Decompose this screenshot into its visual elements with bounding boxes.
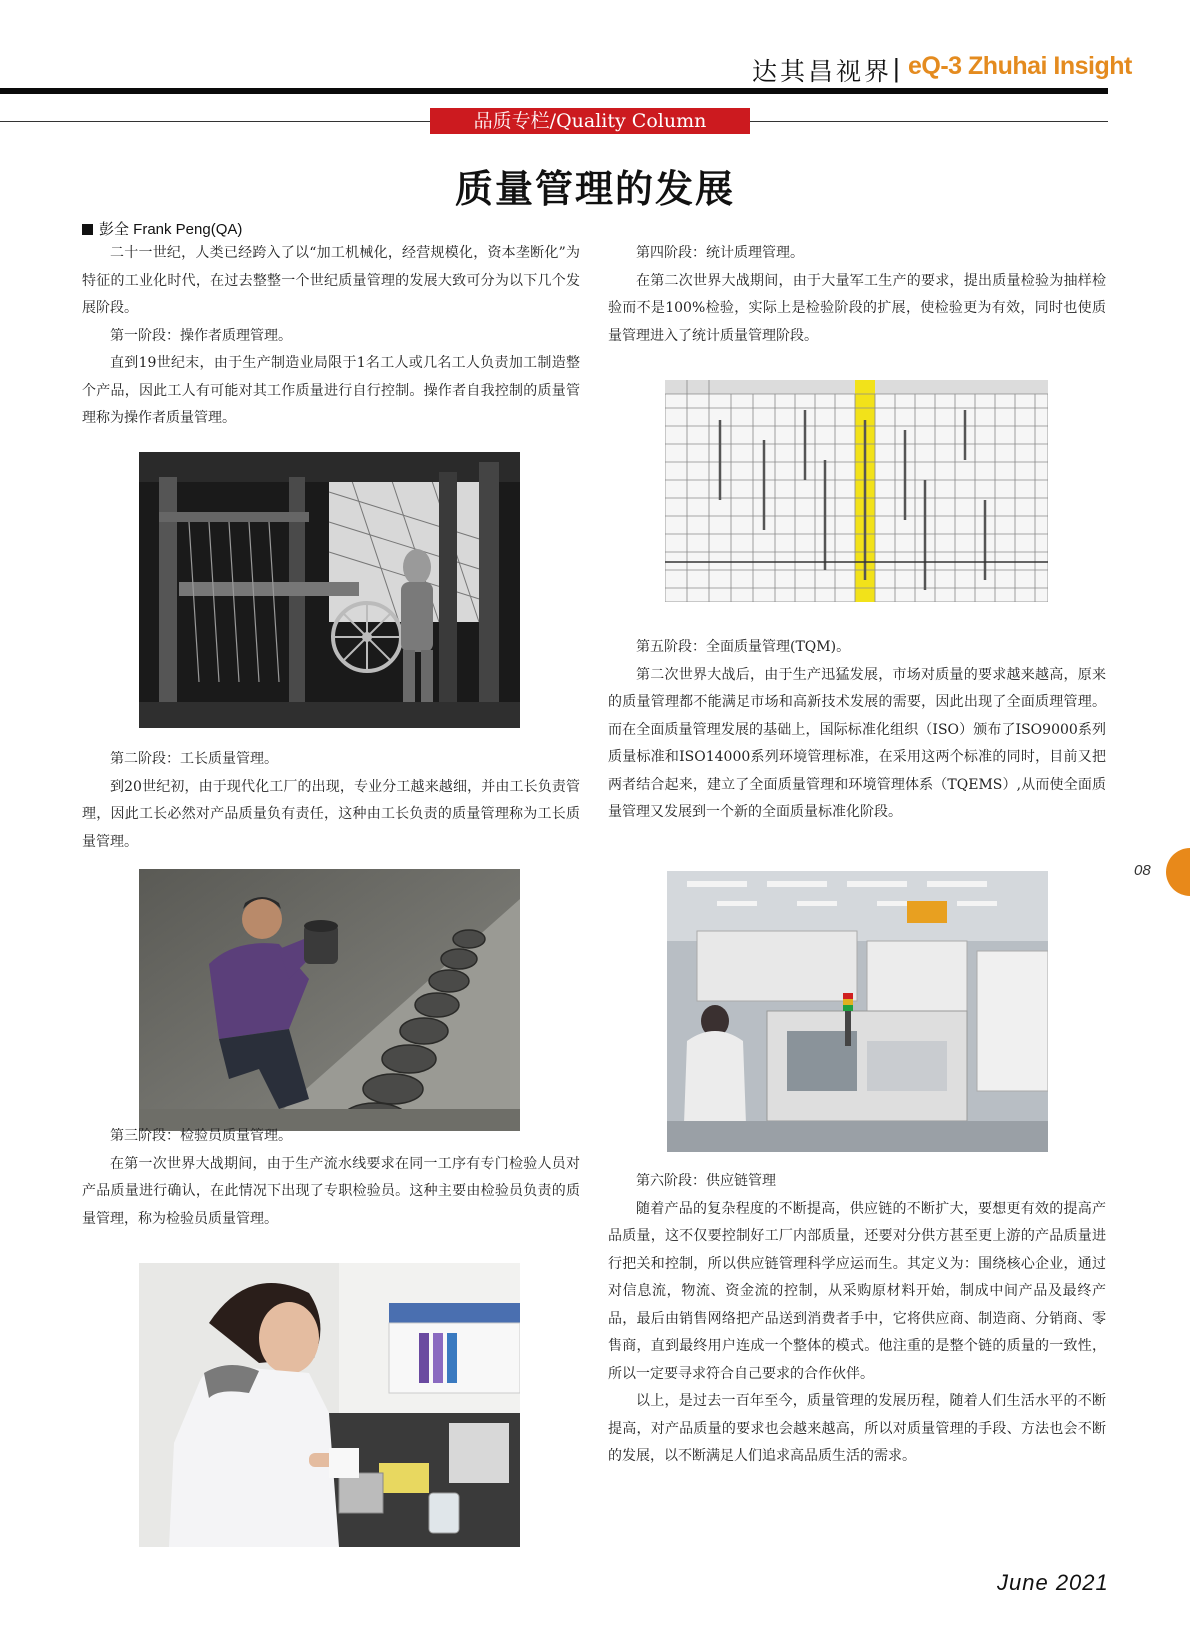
photo-inspector-lab	[139, 1263, 520, 1547]
paragraph: 第五阶段：全面质量管理(TQM)。	[636, 639, 851, 655]
page-number: 08	[1134, 862, 1151, 879]
paragraph: 到20世纪初，由于现代化工厂的出现，专业分工越来越细，并由工长负责管理，因此工长必然对产品质量负有责任，这种由工长负责的质量管理称为工长质量管理。	[82, 778, 580, 850]
photo-factory-floor	[667, 871, 1048, 1152]
magazine-title-cn: 达其昌视界	[752, 57, 893, 86]
paragraph: 第四阶段：统计质理管理。	[636, 245, 804, 261]
left-text-block-2	[82, 746, 580, 856]
photo-operator-loom	[139, 452, 520, 728]
magazine-title-en: eQ-3 Zhuhai Insight	[908, 52, 1132, 80]
issue-date: June 2021	[997, 1570, 1109, 1595]
right-text-block-3	[608, 1168, 1106, 1471]
bullet-square-icon	[82, 224, 93, 235]
paragraph: 第三阶段：检验员质量管理。	[110, 1128, 292, 1144]
paragraph: 第二阶段：工长质量管理。	[110, 751, 278, 767]
left-text-block-3	[82, 1123, 580, 1233]
header-separator: |	[893, 53, 900, 83]
left-text-block-1	[82, 240, 580, 433]
photo-statistics-table	[665, 380, 1048, 602]
photo-foreman-casting	[139, 869, 520, 1131]
right-text-block-2	[608, 634, 1106, 827]
paragraph: 第二次世界大战后，由于生产迅猛发展，市场对质量的要求越来越高，原来的质量管理都不能满足市场和高新技术发展的需要，因此出现了全面质理管理。而在全面质量管理发展的基础上，国际标准化组织（ISO）颁布了ISO9000系列质量标准和ISO14000系列环境管理标准，在采用这两个标准的同时，目前又把两者结合起来，建立了全面质量管理和环境管理体系（TQEMS）,从而使全面质量管理又发展到一个新的全面质量标准化阶段。	[608, 666, 1106, 820]
paragraph: 第一阶段：操作者质理管理。	[110, 327, 292, 344]
header-rule-thick	[0, 88, 1108, 94]
column-label: 品质专栏/Quality Column	[430, 108, 750, 134]
paragraph: 二十一世纪，人类已经跨入了以“加工机械化，经营规模化，资本垄断化”为特征的工业化时代，在过去整整一个世纪质量管理的发展大致可分为以下几个发展阶段。	[82, 245, 580, 316]
paragraph: 第六阶段：供应链管理	[636, 1173, 776, 1189]
author-name: 彭全 Frank Peng(QA)	[99, 221, 243, 238]
right-text-block-1	[608, 240, 1106, 350]
author-byline	[82, 218, 242, 239]
paragraph: 以上，是过去一百年至今，质量管理的发展历程，随着人们生活水平的不断提高，对产品质量的要求也会越来越高，所以对质量管理的手段、方法也会不断的发展，以不断满足人们追求高品质生活的需求。	[608, 1393, 1106, 1464]
page-tab-marker	[1166, 848, 1190, 896]
paragraph: 在第一次世界大战期间，由于生产流水线要求在同一工序有专门检验人员对产品质量进行确认，在此情况下出现了专职检验员。这种主要由检验员负责的质量管理，称为检验员质量管理。	[82, 1155, 580, 1227]
paragraph: 直到19世纪末，由于生产制造业局限于1名工人或几名工人负责加工制造整个产品，因此工人有可能对其工作质量进行自行控制。操作者自我控制的质量管理称为操作者质量管理。	[82, 355, 580, 426]
paragraph: 在第二次世界大战期间，由于大量军工生产的要求，提出质量检验为抽样检验而不是100%检验，实际上是检验阶段的扩展，使检验更为有效，同时也使质量管理进入了统计质量管理阶段。	[608, 272, 1106, 344]
paragraph: 随着产品的复杂程度的不断提高，供应链的不断扩大，要想更有效的提高产品质量，这不仅要控制好工厂内部质量，还要对分供方甚至更上游的产品质量进行把关和控制，所以供应链管理科学应运而生。其定义为：围绕核心企业，通过对信息流，物流、资金流的控制，从采购原材料开始，制成中间产品及最终产品，最后由销售网络把产品送到消费者手中，它将供应商、制造商、分销商、零售商，直到最终用户连成一个整体的模式。他注重的是整个链的质量的一致性，所以一定要寻求符合自己要求的合作伙伴。	[608, 1200, 1106, 1382]
article-title: 质量管理的发展	[454, 166, 735, 211]
